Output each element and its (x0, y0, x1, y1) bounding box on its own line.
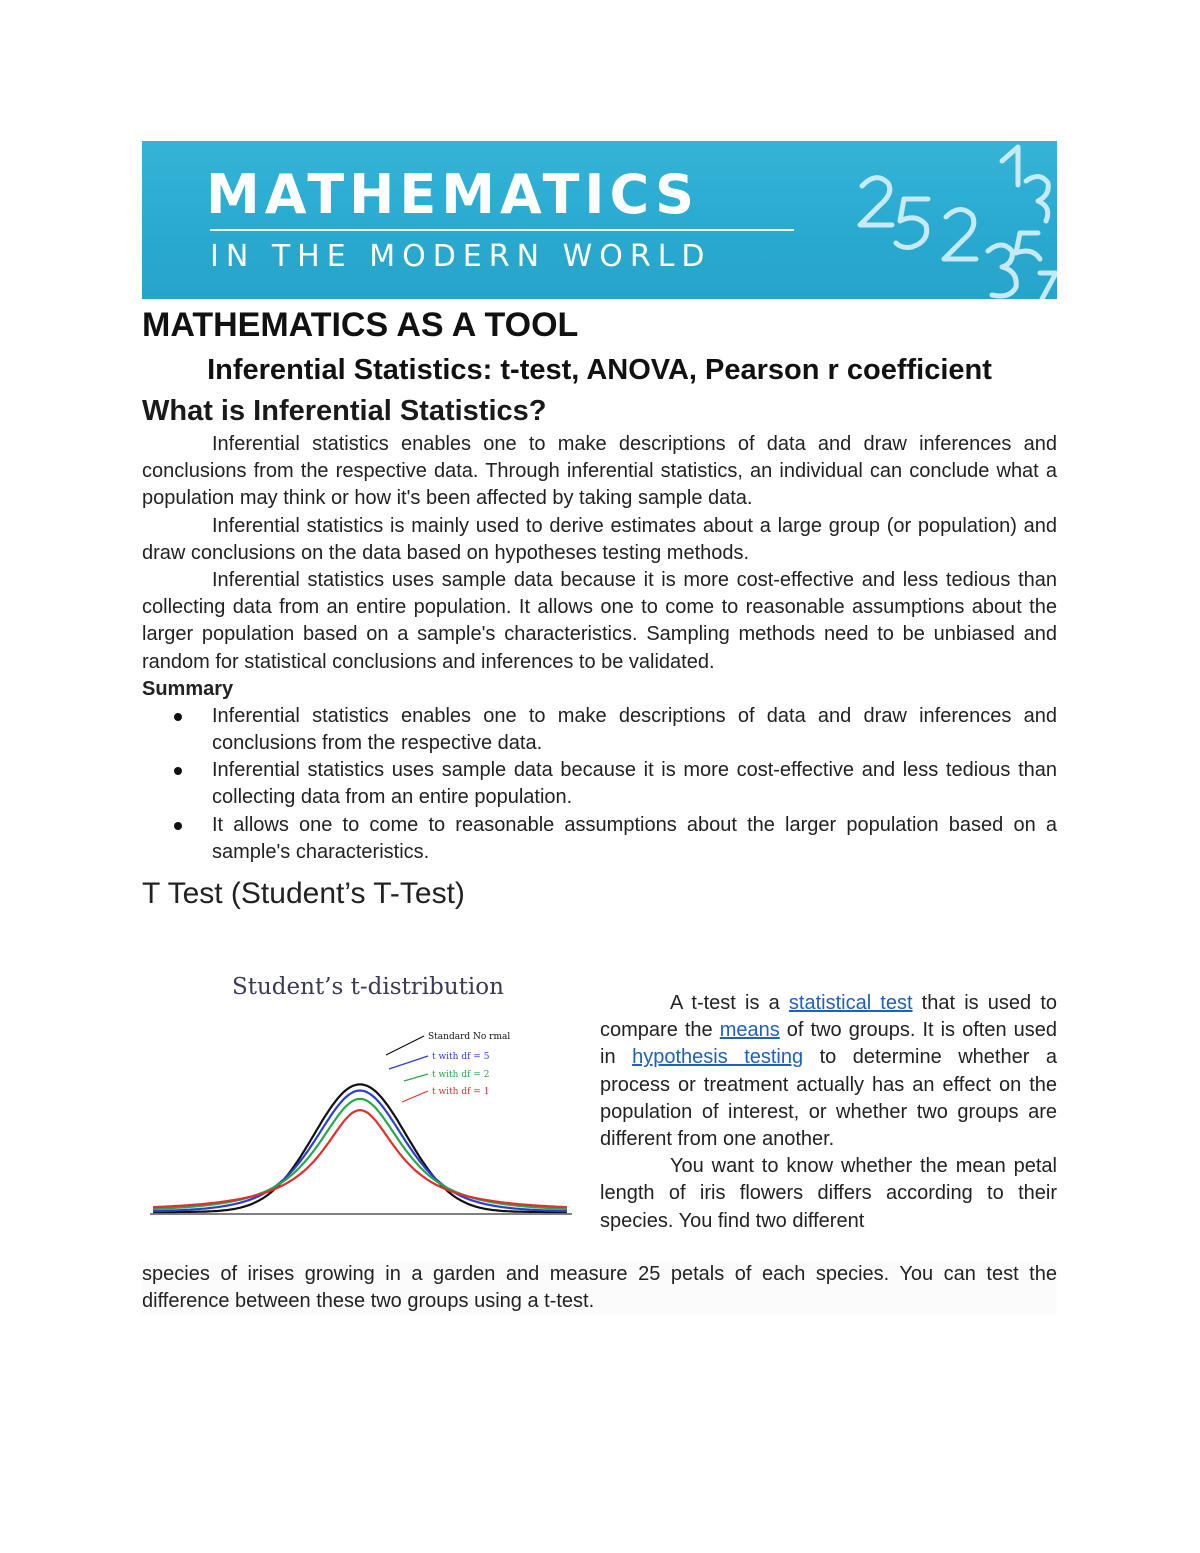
means-link[interactable]: means (719, 1019, 780, 1042)
list-item (142, 812, 1057, 866)
banner-title: MATHEMATICS (206, 163, 700, 226)
summary-item-text: Inferential statistics enables one to make descriptions of data and draw inferences and conclusions from the respective data. (212, 704, 1057, 755)
summary-heading: Summary (142, 677, 234, 700)
paragraph-1: Inferential statistics enables one to make descriptions of data and draw inferences and conclusions from the respective data. Through inferential statistics, an individual can conclude what a population may think or how it's been affected by taking sample data. (142, 433, 1057, 510)
legend-normal: Standard No rmal (428, 1032, 511, 1043)
ttest-wrapped-text (600, 990, 1057, 1235)
statistical-test-link[interactable]: statistical test (788, 992, 913, 1015)
summary-list (142, 703, 1057, 866)
t-distribution-plot (142, 968, 579, 1228)
curve-df-1 (153, 1110, 567, 1207)
curve-standard-normal (153, 1084, 567, 1212)
curve-df-5 (153, 1091, 567, 1212)
bullet-icon (174, 767, 182, 775)
ttest-text: to determine whether a process or treatment actually has an effect on the population of interest, or whether two groups are different from one another. (600, 1046, 1058, 1151)
document-content (142, 141, 1058, 1313)
bullet-icon (174, 822, 182, 830)
section-heading-ttest: T Test (Student’s T-Test) (142, 877, 465, 911)
ttest-text: A t-test is a (670, 992, 789, 1015)
legend-pointer-normal (386, 1036, 424, 1055)
ttest-section (142, 968, 1058, 1313)
figure-title: Student’s t-distribution (232, 974, 504, 1001)
banner-subtitle: IN THE MODERN WORLD (210, 239, 712, 274)
legend-df5: t with df = 5 (432, 1052, 490, 1063)
legend-pointer-df1 (402, 1091, 428, 1102)
legend-df1: t with df = 1 (432, 1087, 490, 1098)
legend-pointer-df2 (404, 1074, 428, 1081)
list-item (142, 703, 1057, 757)
ttest-paragraph-2: You want to know whether the mean petal length of iris flowers differs according to their species. You find two different (600, 1155, 1057, 1232)
summary-item-text: It allows one to come to reasonable assumptions about the larger population based on a sample's characteristics. (212, 813, 1057, 863)
legend-pointer-df5 (389, 1056, 428, 1069)
t-distribution-figure (142, 968, 579, 1228)
document-title: MATHEMATICS AS A TOOL (142, 306, 579, 344)
paragraph-2: Inferential statistics is mainly used to derive estimates about a large group (or population) and draw conclusions on the data based on hypotheses testing methods. (142, 514, 1057, 564)
legend-df2: t with df = 2 (432, 1070, 490, 1081)
document-subtitle: Inferential Statistics: t-test, ANOVA, Pearson r coefficient (207, 354, 992, 386)
list-item (142, 757, 1057, 811)
bullet-icon (174, 713, 182, 721)
ttest-paragraph-1 (600, 990, 1057, 1153)
banner-divider (210, 229, 794, 231)
summary-item-text: Inferential statistics uses sample data because it is more cost-effective and less tedious than collecting data from an entire population. (212, 759, 1057, 809)
ttest-text: of two groups. It is often used in (600, 1019, 1057, 1069)
section-heading-inferential: What is Inferential Statistics? (142, 395, 547, 427)
hypothesis-testing-link[interactable]: hypothesis testing (632, 1046, 804, 1069)
ttest-text: that is used to compare the (600, 992, 1058, 1042)
mathematics-banner (142, 141, 1057, 299)
decorative-numbers-icon (842, 141, 1057, 299)
curve-df-2 (153, 1099, 567, 1209)
paragraph-3: Inferential statistics uses sample data because it is more cost-effective and less tedious than collecting data from an entire population. It allows one to come to reasonable assumptions about the larger population based on a sample's characteristics. Sampling methods need to be unbiased and random for statistical conclusions and inferences to be validated. (142, 569, 1057, 673)
ttest-paragraph-2-continued: species of irises growing in a garden and measure 25 petals of each species. You can test the difference between these two groups using a t-test. (142, 1261, 1057, 1315)
